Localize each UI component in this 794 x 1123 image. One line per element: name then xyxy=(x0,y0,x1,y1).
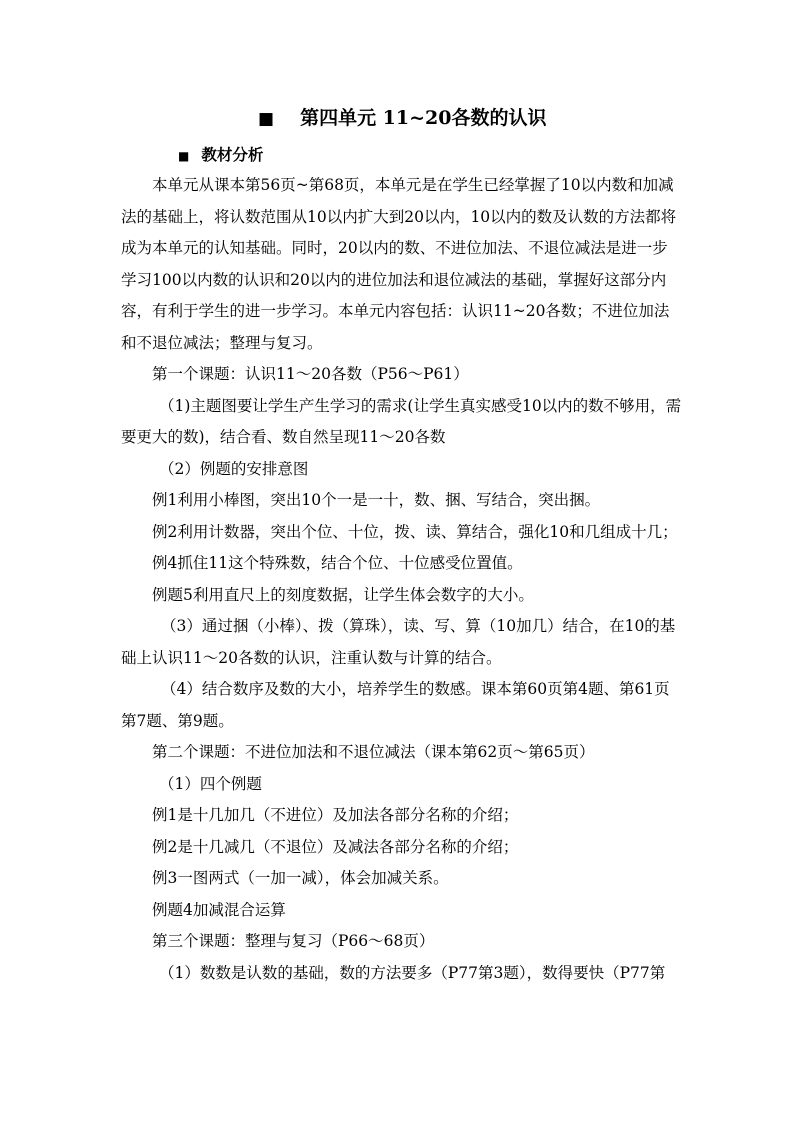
paragraph-example-1: 例1利用小棒图，突出10个一是一十，数、捆、写结合，突出捆。 xyxy=(152,491,601,509)
paragraph-item-1-1: （1)主题图要让学生产生学习的需求(让学生真实感受10以内的数不够用，需要更大的数)，结合看、数自然呈现11～20各数 xyxy=(121,396,682,446)
paragraph-item-1-3: （3）通过捆（小棒）、拨（算珠），读、写、算（10加几）结合，在10的基础上认识11～20各数的认识，注重认数与计算的结合。 xyxy=(121,617,676,667)
paragraph-t2-example-2: 例2是十几减几（不退位）及减法各部分名称的介绍； xyxy=(152,837,519,856)
paragraph-topic-1: 第一个课题：认识11～20各数（P56～P61） xyxy=(152,365,469,383)
title-square-bullet-icon: ■ xyxy=(258,109,275,129)
paragraph-topic-2: 第二个课题：不进位加法和不退位减法（课本第62页～第65页） xyxy=(152,743,595,761)
paragraph-example-4: 例4抓住11这个特殊数，结合个位、十位感受位置值。 xyxy=(152,554,523,572)
paragraph-item-3-1: （1）数数是认数的基础，数的方法要多（P77第3题），数得要快（P77第 xyxy=(159,963,666,982)
section-square-bullet-icon: ■ xyxy=(178,149,190,163)
paragraph-example-2: 例2利用计数器，突出个位、十位，拨、读、算结合，强化10和几组成十几； xyxy=(152,522,678,541)
paragraph-intro: 本单元从课本第56页~第68页，本单元是在学生已经掌握了10以内数和加减法的基础上，将认数范围从10以内扩大到20以内，10以内的数及认数的方法都将成为本单元的认知基础。同时，20以内的数、不进位加法、不退位减法是进一步学习100以内数的认识和20以内的进位加法和退位减法的基础，掌握好这部分内容，有利于学生的进一步学习。本单元内容包括：认识11~20各数；不进位加法和不退位减法；整理与复习。 xyxy=(121,176,677,352)
paragraph-item-2-1: （1）四个例题 xyxy=(159,774,262,793)
document-body xyxy=(121,170,683,989)
paragraph-t2-example-4: 例题4加减混合运算 xyxy=(152,900,286,919)
paragraph-item-1-2: （2）例题的安排意图 xyxy=(159,459,309,478)
page-title xyxy=(258,104,738,133)
section-heading xyxy=(178,143,263,168)
section-heading-text: 教材分析 xyxy=(201,145,264,164)
paragraph-example-5: 例题5利用直尺上的刻度数据，让学生体会数字的大小。 xyxy=(152,585,534,604)
paragraph-topic-3: 第三个课题：整理与复习（P66～68页） xyxy=(152,932,435,950)
paragraph-t2-example-1: 例1是十几加几（不进位）及加法各部分名称的介绍； xyxy=(152,806,519,824)
paragraph-item-1-4: （4）结合数序及数的大小，培养学生的数感。课本第60页第4题、第61页第7题、第9题。 xyxy=(121,680,670,730)
title-text: 第四单元 11~20各数的认识 xyxy=(300,107,547,129)
paragraph-t2-example-3: 例3一图两式（一加一减），体会加减关系。 xyxy=(152,869,449,887)
